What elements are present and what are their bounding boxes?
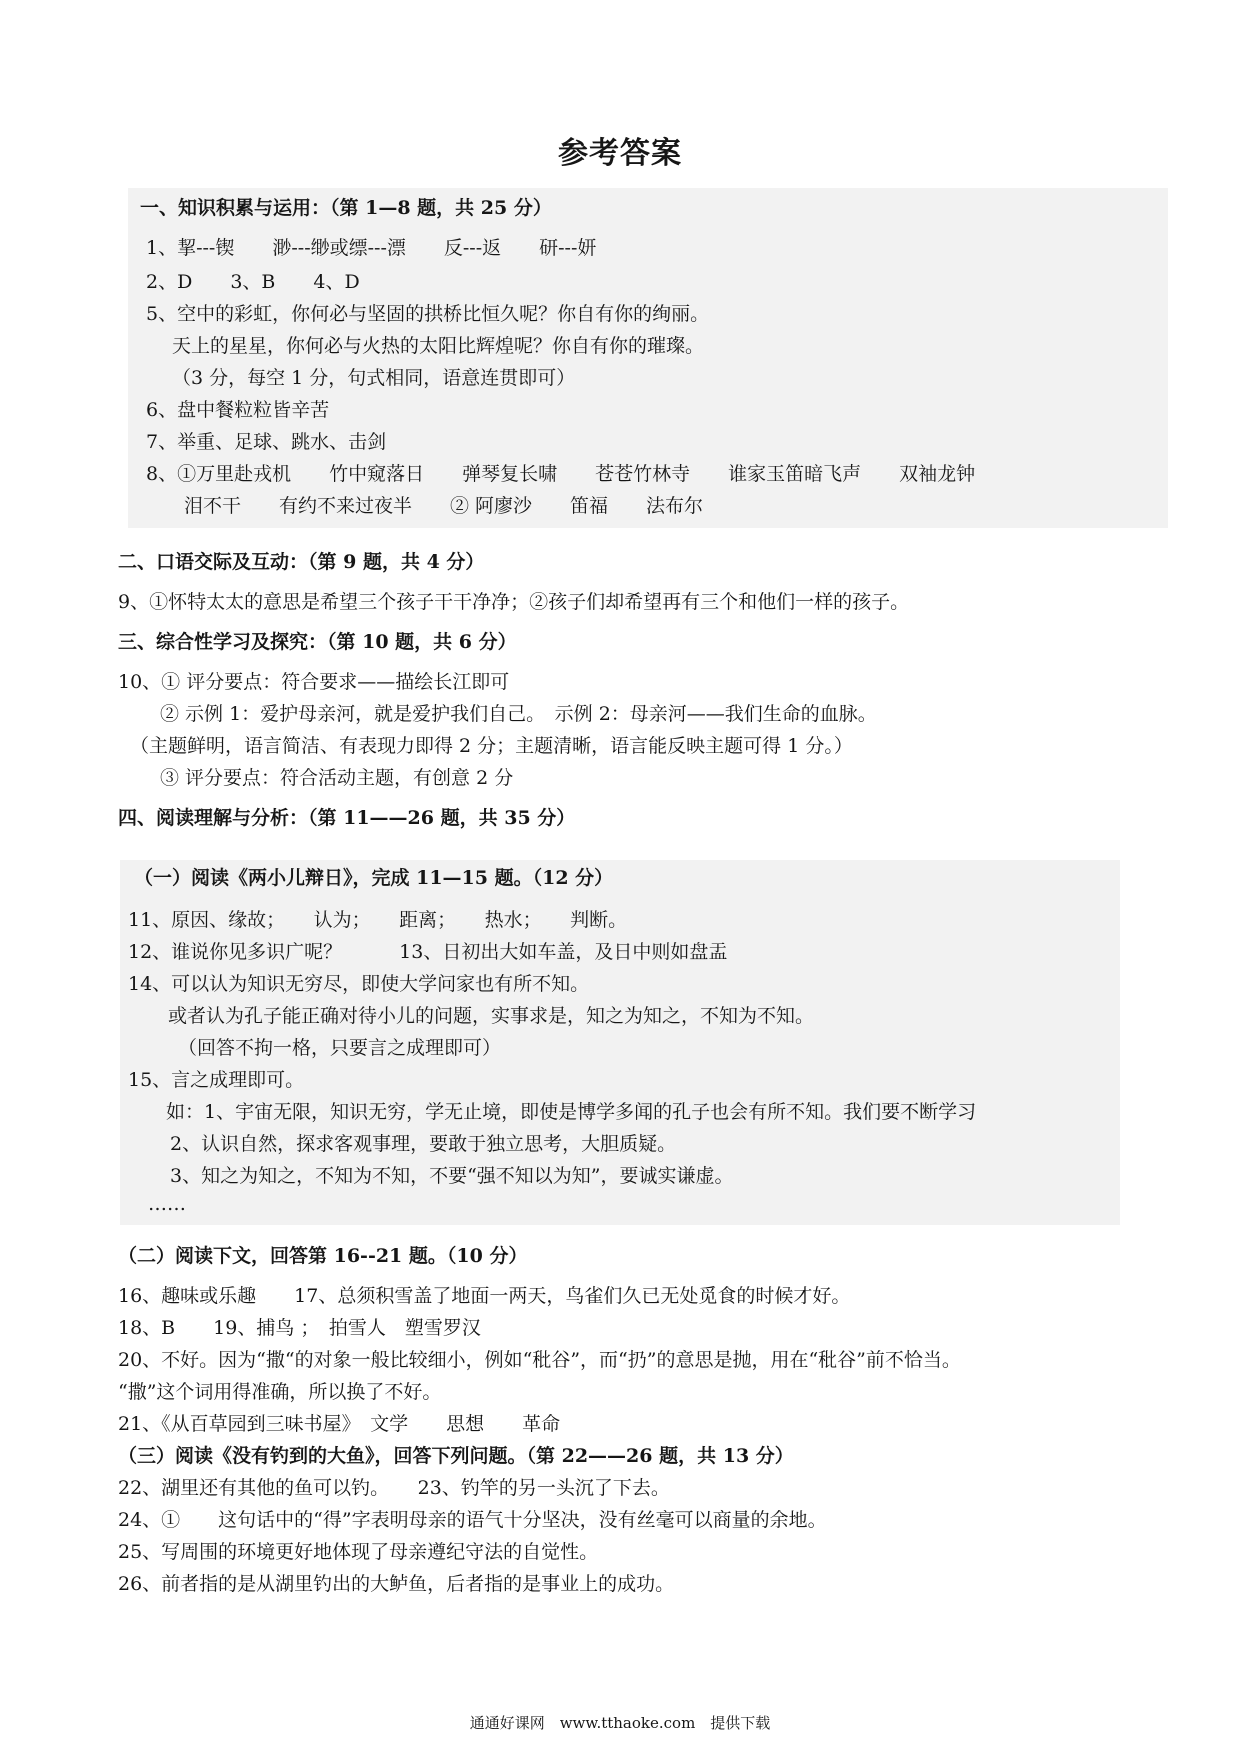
answer-line: 9、①怀特太太的意思是希望三个孩子干干净净；②孩子们却希望再有三个和他们一样的孩子。 bbox=[118, 591, 910, 613]
page-title: 参考答案 bbox=[558, 136, 682, 171]
answer-line: 10、① 评分要点：符合要求——描绘长江即可 bbox=[118, 671, 510, 693]
section-heading: 三、综合性学习及探究：（第 10 题，共 6 分） bbox=[118, 631, 517, 653]
answer-line: 26、前者指的是从湖里钓出的大鲈鱼，后者指的是事业上的成功。 bbox=[118, 1573, 675, 1595]
answer-line: 6、盘中餐粒粒皆辛苦 bbox=[146, 399, 330, 421]
answer-line: 2、D 3、B 4、D bbox=[146, 271, 360, 293]
answer-line: 1、挈---锲 渺---缈或缥---漂 反---返 研---妍 bbox=[146, 237, 597, 259]
answer-line: （回答不拘一格，只要言之成理即可） bbox=[178, 1037, 502, 1059]
answer-line: ③ 评分要点：符合活动主题，有创意 2 分 bbox=[160, 767, 514, 789]
answer-line: 3、知之为知之，不知为不知，不要“强不知以为知”，要诚实谦虚。 bbox=[170, 1165, 734, 1187]
answer-line: 12、谁说你见多识广呢？ 13、日初出大如车盖，及日中则如盘盂 bbox=[128, 941, 728, 963]
answer-line: 18、B 19、捕鸟 ； 拍雪人 塑雪罗汉 bbox=[118, 1317, 481, 1339]
answer-line: 24、① 这句话中的“得”字表明母亲的语气十分坚决，没有丝毫可以商量的余地。 bbox=[118, 1509, 827, 1531]
answer-line: 泪不干 有约不来过夜半 ② 阿廖沙 笛福 法布尔 bbox=[184, 495, 704, 517]
answer-line: 7、举重、足球、跳水、击剑 bbox=[146, 431, 387, 453]
answer-line: 25、写周围的环境更好地体现了母亲遵纪守法的自觉性。 bbox=[118, 1541, 599, 1563]
answer-line: 14、可以认为知识无穷尽，即使大学问家也有所不知。 bbox=[128, 973, 590, 995]
footer-text: 通通好课网 www.tthaoke.com 提供下载 bbox=[469, 1714, 771, 1732]
subsection-heading: （三）阅读《没有钓到的大鱼》，回答下列问题。（第 22——26 题，共 13 分） bbox=[118, 1445, 794, 1467]
answer-line: 21、《从百草园到三味书屋》 文学 思想 革命 bbox=[118, 1413, 561, 1435]
answer-line: “撒”这个词用得准确，所以换了不好。 bbox=[118, 1381, 442, 1403]
answer-line: （3 分，每空 1 分，句式相同，语意连贯即可） bbox=[172, 367, 576, 389]
answer-line: 8、①万里赴戎机 竹中窥落日 弹琴复长啸 苍苍竹林寺 谁家玉笛暗飞声 双袖龙钟 bbox=[146, 463, 976, 485]
subsection-heading: （二）阅读下文，回答第 16--21 题。（10 分） bbox=[118, 1245, 528, 1267]
answer-line: 天上的星星，你何必与火热的太阳比辉煌呢？你自有你的璀璨。 bbox=[172, 335, 705, 357]
answer-line: 5、空中的彩虹，你何必与坚固的拱桥比恒久呢？你自有你的绚丽。 bbox=[146, 303, 710, 325]
section-heading: 一、知识积累与运用：（第 1—8 题，共 25 分） bbox=[140, 197, 552, 219]
answer-line: 11、原因、缘故； 认为； 距离； 热水； 判断。 bbox=[128, 909, 628, 931]
answer-line: 20、不好。因为“撒“的对象一般比较细小，例如“秕谷”，而“扔”的意思是抛，用在“秕谷”前不恰当。 bbox=[118, 1349, 961, 1371]
answer-line: 16、趣味或乐趣 17、总须积雪盖了地面一两天，鸟雀们久已无处觅食的时候才好。 bbox=[118, 1285, 851, 1307]
subsection-heading: （一）阅读《两小儿辩日》，完成 11—15 题。（12 分） bbox=[134, 867, 614, 889]
answer-line: 如：1、宇宙无限，知识无穷，学无止境，即使是博学多闻的孔子也会有所不知。我们要不断学习 bbox=[166, 1101, 977, 1123]
answer-line: 或者认为孔子能正确对待小儿的问题，实事求是，知之为知之，不知为不知。 bbox=[168, 1005, 815, 1027]
answer-line: 22、湖里还有其他的鱼可以钓。 23、钓竿的另一头沉了下去。 bbox=[118, 1477, 670, 1499]
answer-line: ② 示例 1：爱护母亲河，就是爱护我们自己。 示例 2：母亲河——我们生命的血脉。 bbox=[160, 703, 877, 725]
answer-line: …… bbox=[148, 1193, 186, 1215]
section-heading: 四、阅读理解与分析：（第 11——26 题，共 35 分） bbox=[118, 807, 576, 829]
answer-line: 2、认识自然，探求客观事理，要敢于独立思考，大胆质疑。 bbox=[170, 1133, 677, 1155]
answer-line: （主题鲜明，语言简洁、有表现力即得 2 分；主题清晰，语言能反映主题可得 1 分。） bbox=[130, 735, 853, 757]
answer-line: 15、言之成理即可。 bbox=[128, 1069, 305, 1091]
section-heading: 二、口语交际及互动：（第 9 题，共 4 分） bbox=[118, 551, 485, 573]
